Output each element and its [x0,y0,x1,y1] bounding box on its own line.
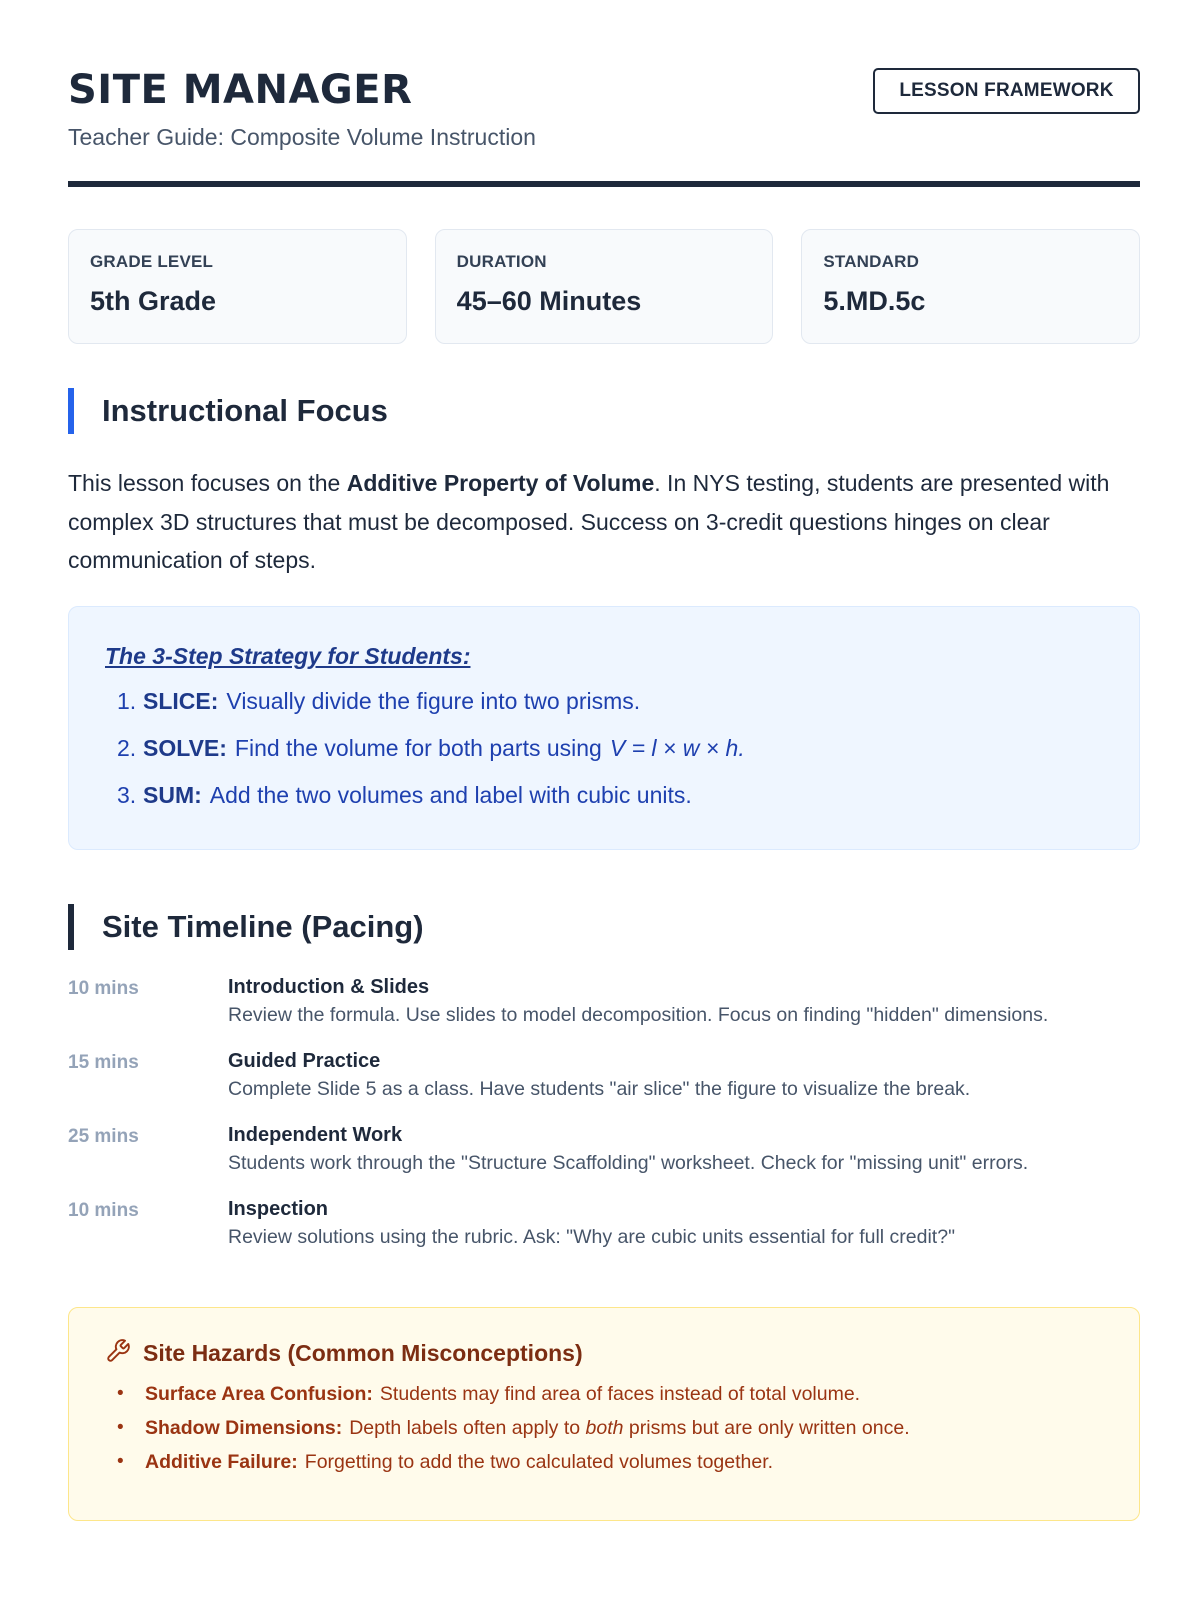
timeline-title: Inspection [228,1198,329,1220]
step-key: SUM: [143,782,202,808]
hazard-list [105,1383,1103,1485]
card-value: 45–60 Minutes [456,286,642,316]
intro-emphasis: Additive Property of Volume [346,470,655,496]
section-title: Instructional Focus [102,393,388,428]
timeline-row [68,1124,1140,1198]
hazard-item [105,1417,1103,1451]
timeline-duration: 25 mins [68,1126,139,1147]
timeline-body [228,1124,1140,1198]
lesson-framework-button[interactable]: LESSON FRAMEWORK [873,68,1140,114]
card-label: DURATION [456,252,547,271]
lesson-page [68,0,1140,1473]
timeline-body [228,1050,1140,1124]
hazard-desc: prisms but are only written once. [628,1417,910,1439]
timeline-description: Review the formula. Use slides to model decomposition. Focus on finding "hidden" dimensions. [228,1004,1049,1026]
standard-card [801,229,1140,344]
hazard-desc: Depth labels often apply to [349,1417,581,1439]
timeline-row [68,1050,1140,1124]
timeline-title: Guided Practice [228,1050,381,1072]
hazard-text [145,1417,910,1440]
hazards-header [105,1338,1103,1369]
card-label: GRADE LEVEL [90,252,214,271]
hazard-text [145,1451,773,1474]
timeline-description: Students work through the "Structure Scaffolding" worksheet. Check for "missing unit" errors. [228,1152,1029,1174]
hazards-title: Site Hazards (Common Misconceptions) [143,1340,583,1366]
site-timeline-heading [68,904,424,950]
header-divider [68,181,1140,187]
wrench-icon [105,1338,143,1369]
hazard-key: Shadow Dimensions: [145,1417,343,1439]
page-subtitle: Teacher Guide: Composite Volume Instruction [68,124,536,150]
bullet: • [117,1417,124,1438]
strategy-steps [105,688,1103,829]
bullet: • [117,1451,124,1472]
page-header [68,0,1140,188]
page-title: SITE MANAGER [68,67,413,113]
strategy-box [68,606,1140,850]
duration-card [435,229,774,344]
strategy-step [105,735,1103,782]
section-accent-bar [68,388,74,434]
timeline-title: Independent Work [228,1124,403,1146]
strategy-step [105,688,1103,735]
step-key: SLICE: [143,688,219,714]
timeline-body [228,976,1140,1050]
section-title: Site Timeline (Pacing) [102,909,424,944]
timeline-description: Complete Slide 5 as a class. Have students "air slice" the figure to visualize the break. [228,1078,971,1100]
timeline-duration: 10 mins [68,1200,139,1221]
strategy-title: The 3-Step Strategy for Students: [105,643,471,669]
step-number: 3. [117,782,137,808]
pacing-timeline [68,976,1140,1272]
volume-formula: V = l × w × h. [609,735,745,761]
timeline-duration: 10 mins [68,978,139,999]
step-text: Visually divide the figure into two prisms. [226,688,641,714]
hazard-text [145,1383,860,1406]
intro-text: . In NYS testing, students are presented with complex 3D structures that must be decomposed. Success on 3-credit questions hinges on clear communication of steps. [68,470,1110,573]
card-value: 5.MD.5c [823,286,926,316]
timeline-row [68,976,1140,1050]
hazard-emphasis: both [585,1417,624,1439]
grade-level-card [68,229,407,344]
hazard-item [105,1383,1103,1417]
step-text: Add the two volumes and label with cubic units. [209,782,692,808]
card-value: 5th Grade [90,286,217,316]
intro-text: This lesson focuses on the [68,470,347,496]
instructional-focus-heading [68,388,388,434]
hazard-desc: Students may find area of faces instead of total volume. [379,1383,861,1405]
step-text: Find the volume for both parts using [234,735,602,761]
bullet: • [117,1383,124,1404]
hazards-box [68,1307,1140,1521]
card-label: STANDARD [823,252,920,271]
step-number: 2. [117,735,137,761]
hazard-key: Surface Area Confusion: [145,1383,373,1405]
timeline-duration: 15 mins [68,1052,139,1073]
step-number: 1. [117,688,137,714]
strategy-step [105,782,1103,829]
focus-paragraph [68,464,1140,580]
step-key: SOLVE: [143,735,227,761]
timeline-description: Review solutions using the rubric. Ask: "Why are cubic units essential for full credit?" [228,1226,955,1248]
hazard-item [105,1451,1103,1485]
hazard-desc: Forgetting to add the two calculated volumes together. [304,1451,774,1473]
section-accent-bar [68,904,74,950]
timeline-title: Introduction & Slides [228,976,430,998]
timeline-body [228,1198,1140,1272]
info-cards [68,229,1140,344]
hazard-key: Additive Failure: [145,1451,298,1473]
timeline-row [68,1198,1140,1272]
